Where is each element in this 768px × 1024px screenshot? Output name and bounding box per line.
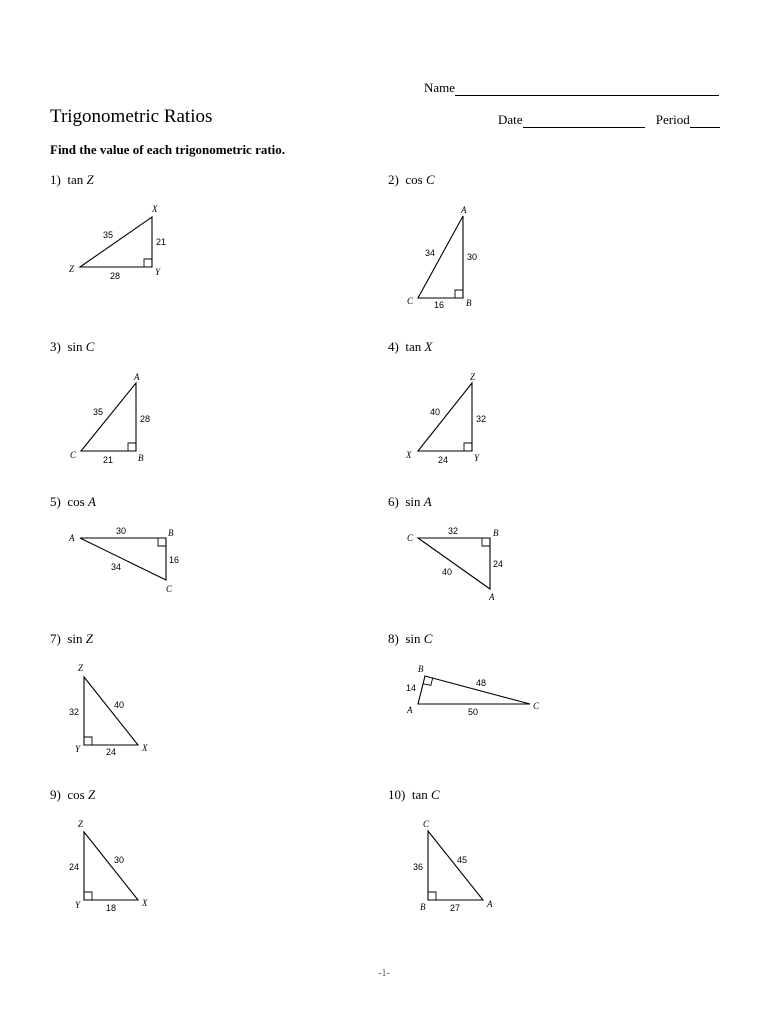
vertex-label: Y: [474, 453, 480, 463]
right-angle-mark: [464, 443, 472, 451]
side-length-label: 40: [442, 567, 453, 577]
right-angle-mark: [144, 259, 152, 267]
right-angle-mark: [84, 737, 92, 745]
side-length-label: 21: [103, 455, 114, 465]
triangle-figure-8: [406, 664, 540, 717]
problem-number: 2): [388, 172, 399, 187]
right-angle-mark: [158, 538, 166, 546]
vertex-label: X: [142, 898, 148, 908]
angle-letter: C: [430, 787, 440, 802]
trig-function: sin: [67, 631, 83, 646]
vertex-label: A: [489, 592, 495, 602]
right-angle-mark: [482, 538, 490, 546]
side-length-label: 34: [111, 562, 122, 572]
side-length-label: 24: [69, 862, 80, 872]
trig-function: tan: [405, 339, 422, 354]
triangle-outline: [81, 383, 136, 451]
vertex-label: Z: [78, 819, 84, 829]
triangle-outline: [84, 832, 138, 900]
side-length-label: 27: [450, 903, 461, 913]
angle-letter: X: [424, 339, 433, 354]
problem-number: 6): [388, 494, 399, 509]
triangle-outline: [84, 677, 138, 745]
vertex-label: C: [70, 450, 77, 460]
triangle-figure-4: [405, 372, 486, 465]
instructions: Find the value of each trigonometric ratio.: [50, 142, 286, 157]
side-length-label: 40: [430, 407, 441, 417]
triangle-figure-10: [413, 819, 493, 913]
trig-function: tan: [67, 172, 84, 187]
side-length-label: 28: [110, 271, 121, 281]
angle-letter: Z: [85, 631, 93, 646]
right-angle-mark: [428, 892, 436, 900]
date-label: Date: [498, 112, 523, 127]
vertex-label: X: [142, 743, 148, 753]
side-length-label: 50: [468, 707, 479, 717]
period-label: Period: [655, 112, 690, 127]
triangle-figure-7: [69, 663, 148, 757]
vertex-label: C: [407, 296, 414, 306]
trig-function: sin: [405, 494, 421, 509]
problem-number: 5): [50, 494, 61, 509]
vertex-label: B: [493, 528, 499, 538]
vertex-label: B: [138, 453, 144, 463]
side-length-label: 35: [103, 230, 114, 240]
side-length-label: 28: [140, 414, 151, 424]
side-length-label: 30: [116, 526, 127, 536]
side-length-label: 30: [467, 252, 478, 262]
vertex-label: B: [466, 298, 472, 308]
right-angle-mark: [455, 290, 463, 298]
vertex-label: Y: [155, 267, 161, 277]
triangle-outline: [418, 676, 530, 704]
triangle-figure-9: [69, 819, 148, 913]
vertex-label: A: [461, 205, 467, 215]
trig-function: sin: [67, 339, 83, 354]
right-angle-mark: [128, 443, 136, 451]
angle-letter: Z: [86, 172, 94, 187]
side-length-label: 32: [69, 707, 80, 717]
vertex-label: C: [533, 701, 540, 711]
name-label: Name: [424, 80, 456, 95]
problem-number: 4): [388, 339, 399, 354]
angle-letter: A: [423, 494, 432, 509]
triangle-figure-3: [70, 372, 150, 465]
vertex-label: Y: [75, 900, 81, 910]
triangle-outline: [418, 383, 472, 451]
triangle-outline: [418, 538, 490, 589]
side-length-label: 34: [425, 248, 436, 258]
vertex-label: A: [407, 705, 413, 715]
problem-number: 7): [50, 631, 61, 646]
side-length-label: 24: [493, 559, 504, 569]
vertex-label: B: [420, 902, 426, 912]
vertex-label: X: [152, 204, 158, 214]
angle-letter: C: [85, 339, 95, 354]
triangle-figure-6: [407, 526, 503, 602]
vertex-label: Y: [75, 744, 81, 754]
angle-letter: A: [87, 494, 96, 509]
trig-function: tan: [411, 787, 428, 802]
side-length-label: 18: [106, 903, 117, 913]
problem-number: 8): [388, 631, 399, 646]
vertex-label: C: [407, 533, 414, 543]
side-length-label: 40: [114, 700, 125, 710]
side-length-label: 16: [169, 555, 180, 565]
trig-function: sin: [405, 631, 421, 646]
vertex-label: A: [69, 533, 75, 543]
vertex-label: A: [487, 899, 493, 909]
vertex-label: B: [168, 528, 174, 538]
side-length-label: 32: [476, 414, 487, 424]
vertex-label: C: [423, 819, 430, 829]
problem-number: 3): [50, 339, 61, 354]
problem-number: 10): [388, 787, 406, 802]
right-angle-mark: [84, 892, 92, 900]
side-length-label: 45: [457, 855, 468, 865]
angle-letter: Z: [87, 787, 96, 802]
angle-letter: C: [423, 631, 433, 646]
vertex-label: Z: [470, 372, 476, 382]
side-length-label: 14: [406, 683, 417, 693]
side-length-label: 30: [114, 855, 125, 865]
triangle-outline: [80, 538, 166, 580]
triangle-figure-5: [68, 526, 179, 594]
vertex-label: X: [406, 450, 412, 460]
vertex-label: B: [418, 664, 424, 674]
problem-number: 1): [50, 172, 61, 187]
triangle-figure-2: [407, 205, 477, 310]
worksheet-title: Trigonometric Ratios: [50, 106, 213, 127]
side-length-label: 35: [93, 407, 104, 417]
triangle-outline: [80, 217, 152, 267]
trig-function: cos: [67, 787, 85, 802]
side-length-label: 24: [106, 747, 117, 757]
page-number: -1-: [378, 968, 390, 979]
trig-function: cos: [67, 494, 85, 509]
vertex-label: C: [166, 584, 173, 594]
side-length-label: 24: [438, 455, 449, 465]
triangle-outline: [428, 831, 483, 900]
vertex-label: Z: [78, 663, 84, 673]
vertex-label: A: [134, 372, 140, 382]
side-length-label: 16: [434, 300, 445, 310]
side-length-label: 32: [448, 526, 459, 536]
side-length-label: 48: [476, 678, 487, 688]
side-length-label: 36: [413, 862, 424, 872]
vertex-label: Z: [69, 264, 75, 274]
trig-function: cos: [405, 172, 423, 187]
triangle-figure-1: [69, 204, 166, 281]
problem-number: 9): [50, 787, 61, 802]
side-length-label: 21: [156, 237, 167, 247]
angle-letter: C: [425, 172, 435, 187]
